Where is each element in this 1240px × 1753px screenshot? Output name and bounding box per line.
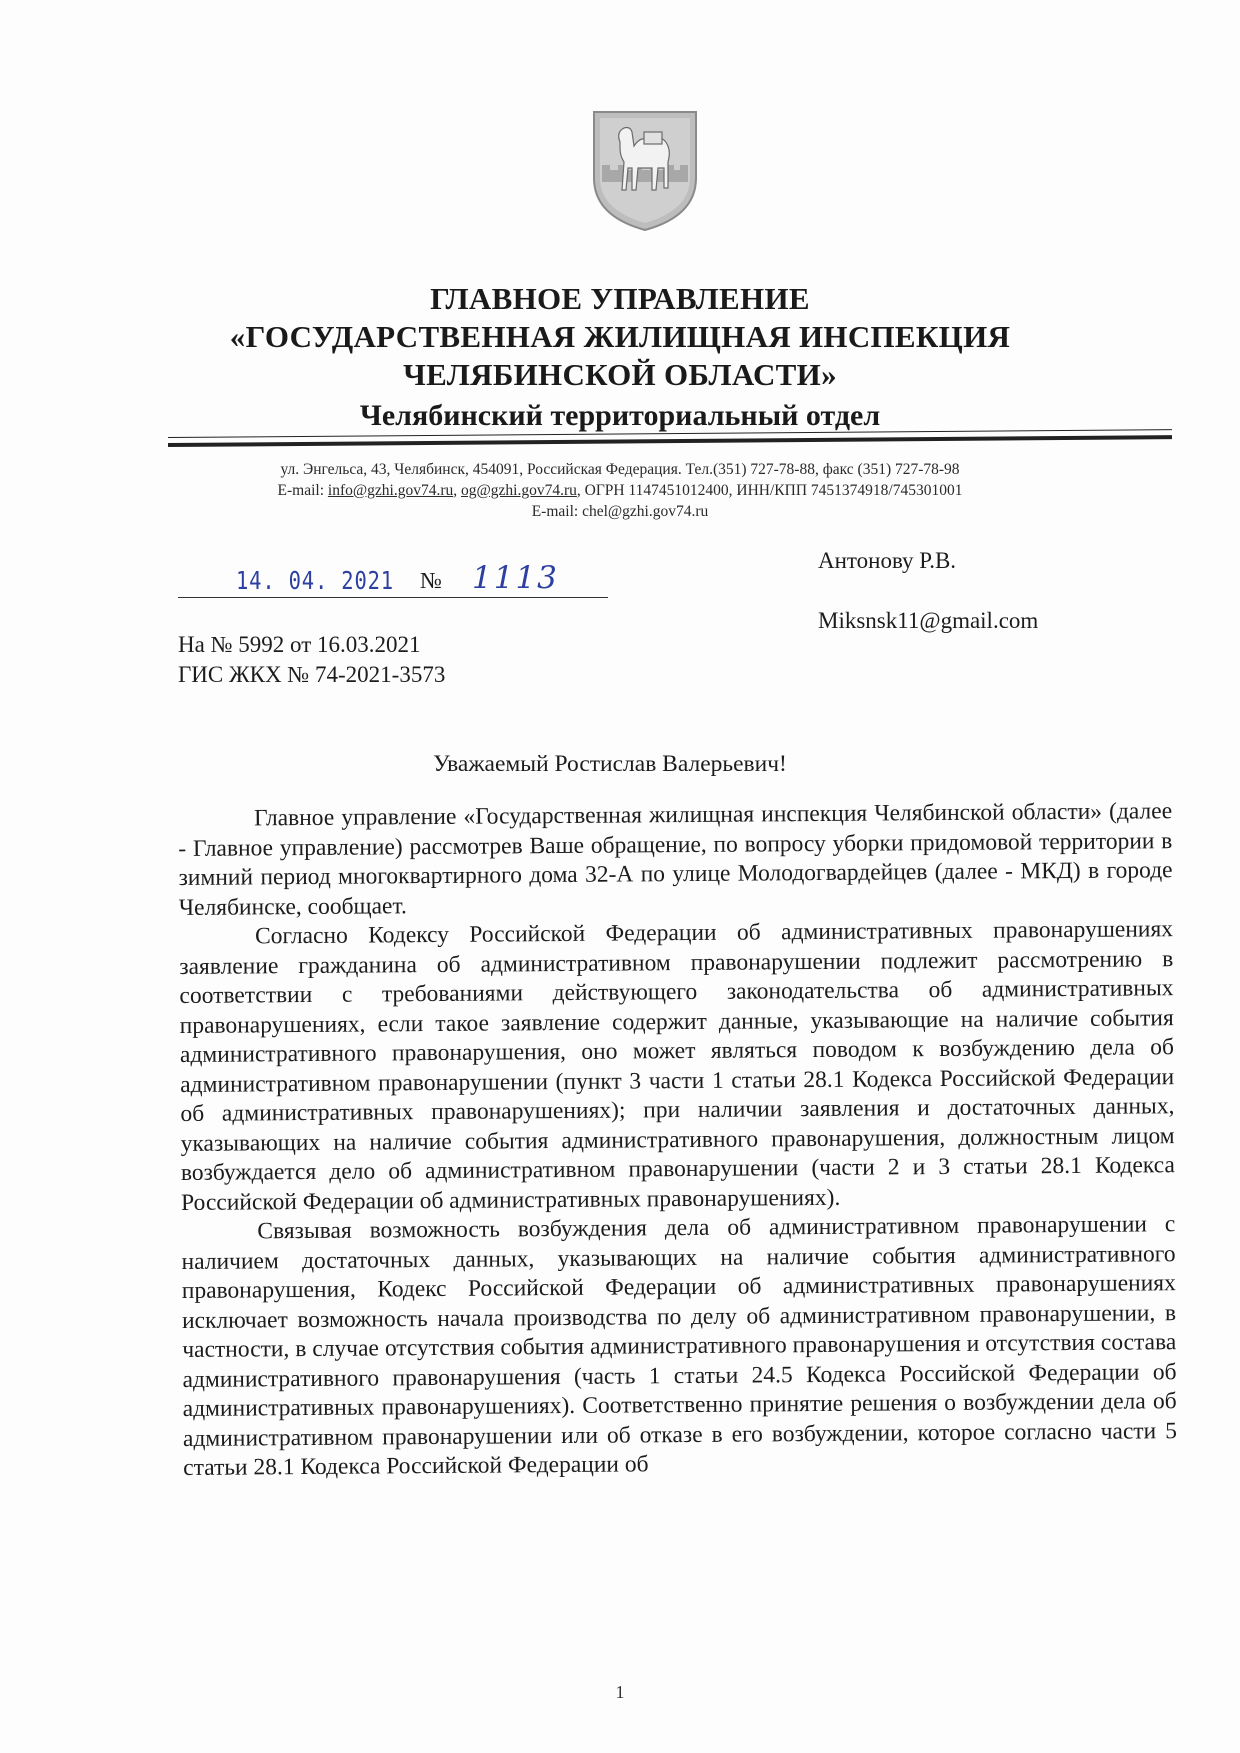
agency-title-line-3: ЧЕЛЯБИНСКОЙ ОБЛАСТИ» <box>403 357 837 392</box>
body-paragraph: Согласно Кодексу Российской Федерации об административных правонарушениях заявление гражданина об административном правонарушении подлежит рассмотрению в соответствии с требованиями действующего законодательства об административных правонарушениях, если такое заявление содержит данные, указывающие на наличие события административного правонарушения, оно может являться поводом к возбуждению дела об административном правонарушении (пункт 3 части 1 статьи 28.1 Кодекса Российской Федерации об административных правонарушениях); при наличии заявления и достаточных данных, указывающих на наличие события административного правонарушения, должностным лицом возбуждается дело об административном правонарушении (части 2 и 3 статьи 28.1 Кодекса Российской Федерации об административных правонарушениях). <box>179 916 1175 1216</box>
registration-number-label: № <box>420 568 442 593</box>
email-separator: , <box>453 482 462 499</box>
agency-address: ул. Энгельса, 43, Челябинск, 454091, Российская Федерация. Тел.(351) 727-78-88, факс (351) 727-78-98 <box>280 461 960 478</box>
chelyabinsk-camel-coat-of-arms-icon <box>590 108 700 234</box>
salutation: Уважаемый Ростислав Валерьевич! <box>433 751 787 777</box>
reference-gis-number: ГИС ЖКХ № 74-2021-3573 <box>178 662 446 687</box>
ogrn-inn-kpp: , ОГРН 1147451012400, ИНН/КПП 7451374918/745301001 <box>576 482 963 499</box>
letter-body <box>178 797 1177 1483</box>
department-email: E-mail: chel@gzhi.gov74.ru <box>531 503 709 520</box>
addressee-name: Антонову Р.В. <box>818 548 957 573</box>
body-paragraph: Главное управление «Государственная жилищная инспекция Челябинской области» (далее - Главное управление) рассмотрев Ваше обращение, по вопросу уборки придомовой территории в зимний период многоквартирного дома 32-А по улице Молодогвардейцев (далее - МКД) в городе Челябинске, сообщает. <box>178 798 1173 921</box>
registration-number-handwritten: 1113 <box>472 560 559 596</box>
email-link-info[interactable]: info@gzhi.gov74.ru <box>327 482 454 499</box>
agency-title-line-2: «ГОСУДАРСТВЕННАЯ ЖИЛИЩНАЯ ИНСПЕКЦИЯ <box>229 319 1011 354</box>
registration-date-stamp: 14. 04. 2021 <box>236 566 394 595</box>
email-prefix: E-mail: <box>277 482 328 499</box>
email-link-og[interactable]: og@gzhi.gov74.ru <box>461 482 577 499</box>
reference-incoming-number: На № 5992 от 16.03.2021 <box>178 632 421 657</box>
addressee-email: Miksnsk11@gmail.com <box>818 608 1039 633</box>
department-name: Челябинский территориальный отдел <box>359 399 881 432</box>
registration-underline <box>178 597 608 598</box>
body-paragraph: Связывая возможность возбуждения дела об административном правонарушении с наличием достаточных данных, указывающих на наличие события административного правонарушения, Кодекс Российской Федерации об административных правонарушениях исключает возможность начала производства по делу об административном правонарушении, в частности, в случае отсутствия события административного правонарушения и отсутствия состава административного правонарушения (часть 1 статьи 24.5 Кодекса Российской Федерации об административных правонарушениях). Соответственно принятие решения о возбуждении дела об административном правонарушении или об отказе в его возбуждении, которое согласно части 5 статьи 28.1 Кодекса Российской Федерации об <box>181 1211 1178 1481</box>
page-number: 1 <box>615 1682 625 1702</box>
agency-title-line-1: ГЛАВНОЕ УПРАВЛЕНИЕ <box>430 281 810 316</box>
header-divider-thick <box>168 435 1172 447</box>
agency-emails-and-ids <box>180 481 1060 501</box>
